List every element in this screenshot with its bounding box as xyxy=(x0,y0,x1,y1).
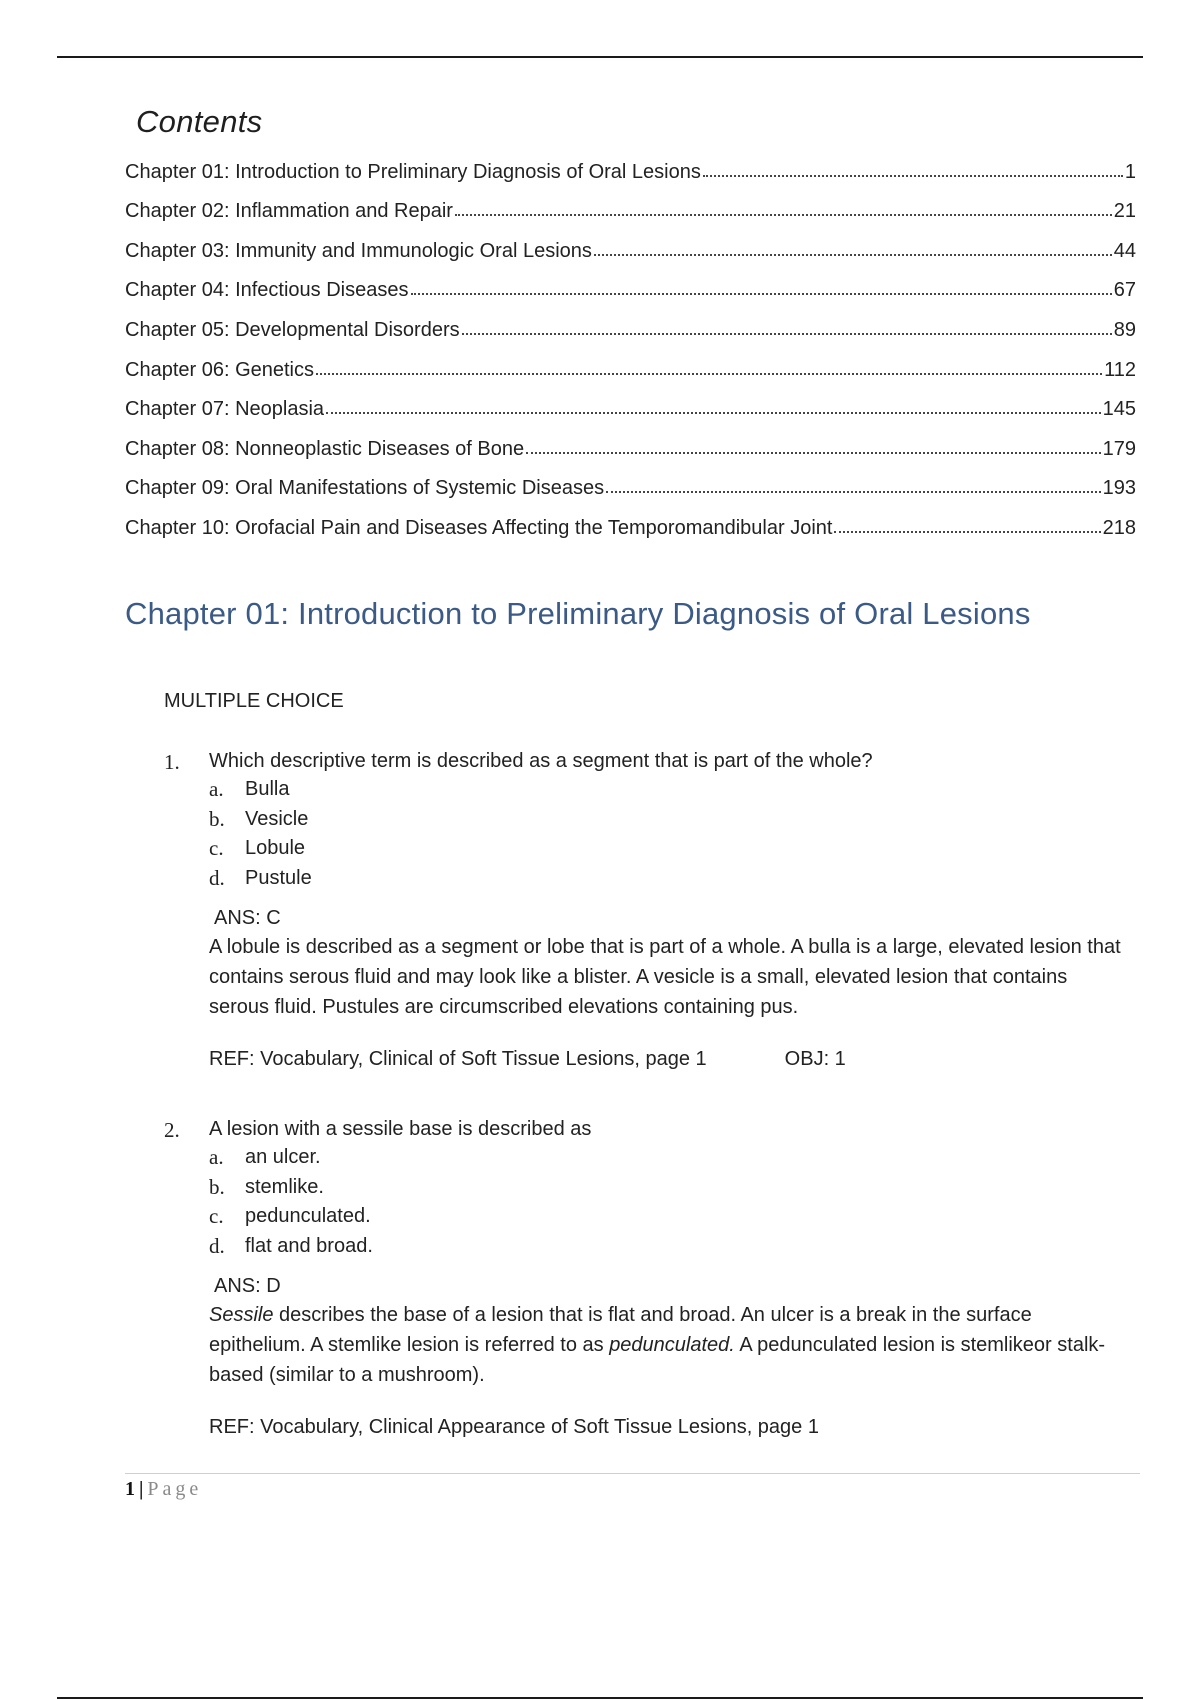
option-d xyxy=(209,864,1129,894)
toc-leader-dots xyxy=(703,175,1123,177)
toc-entry-title: Chapter 07: Neoplasia xyxy=(125,398,325,421)
toc-leader-dots xyxy=(455,214,1112,216)
toc-leader-dots xyxy=(462,333,1112,335)
answer-key: ANS: C xyxy=(214,907,281,929)
toc-entry[interactable] xyxy=(125,223,1136,263)
top-rule xyxy=(57,56,1143,58)
toc-entry[interactable] xyxy=(125,342,1136,382)
reference-line xyxy=(209,1416,1129,1439)
rationale-term: Sessile xyxy=(209,1304,274,1326)
toc-entry[interactable] xyxy=(125,144,1136,184)
option-letter: c. xyxy=(209,836,224,861)
option-text: Lobule xyxy=(245,837,306,860)
answer-key: ANS: D xyxy=(214,1275,281,1297)
rationale-term: pedunculated. xyxy=(609,1334,735,1356)
table-of-contents xyxy=(125,144,1136,540)
toc-leader-dots xyxy=(326,412,1101,414)
toc-entry-page: 44 xyxy=(1113,239,1136,262)
option-text: an ulcer. xyxy=(245,1146,321,1169)
toc-leader-dots xyxy=(526,452,1100,454)
question-2 xyxy=(164,1118,1129,1439)
toc-entry-title: Chapter 06: Genetics xyxy=(125,358,314,381)
toc-entry[interactable] xyxy=(125,500,1136,540)
toc-leader-dots xyxy=(411,293,1112,295)
toc-entry-title: Chapter 04: Infectious Diseases xyxy=(125,279,409,302)
page-footer xyxy=(125,1478,202,1501)
toc-entry[interactable] xyxy=(125,382,1136,422)
option-c xyxy=(209,1202,1129,1232)
toc-entry-title: Chapter 08: Nonneoplastic Diseases of Bone xyxy=(125,437,525,460)
spacer xyxy=(707,1048,785,1071)
reference: REF: Vocabulary, Clinical of Soft Tissue Lesions, page 1 xyxy=(209,1048,707,1070)
toc-entry-title: Chapter 09: Oral Manifestations of Systemic Diseases xyxy=(125,477,605,500)
option-text: pedunculated. xyxy=(245,1205,371,1228)
option-text: Pustule xyxy=(245,866,312,889)
toc-entry-title: Chapter 03: Immunity and Immunologic Oral Lesions xyxy=(125,239,592,262)
toc-entry-title: Chapter 02: Inflammation and Repair xyxy=(125,200,453,223)
option-letter: d. xyxy=(209,865,225,890)
option-d xyxy=(209,1232,1129,1262)
option-letter: d. xyxy=(209,1233,225,1258)
rationale: A lobule is described as a segment or lobe that is part of a whole. A bulla is a large, elevated lesion that contains serous fluid and may look like a blister. A vesicle is a small, elevated lesion that contains serous fluid. Pustules are circumscribed elevations containing pus. xyxy=(209,936,1121,1018)
toc-entry-title: Chapter 05: Developmental Disorders xyxy=(125,318,460,341)
option-a xyxy=(209,775,1129,805)
toc-entry[interactable] xyxy=(125,302,1136,342)
toc-entry[interactable] xyxy=(125,263,1136,303)
question-number: 1. xyxy=(164,750,180,774)
page-label: Page xyxy=(147,1478,203,1500)
toc-leader-dots xyxy=(316,373,1102,375)
question-stem xyxy=(164,750,1129,775)
toc-heading: Contents xyxy=(136,104,263,139)
rationale-text: describes the base of a lesion that is flat and broad. An ulcer is a break in the surface epithelium. A stemlike lesion is referred to as xyxy=(209,1304,1032,1356)
option-b xyxy=(209,805,1129,835)
option-a xyxy=(209,1143,1129,1173)
toc-leader-dots xyxy=(834,531,1100,533)
reference: REF: Vocabulary, Clinical Appearance of Soft Tissue Lesions, page 1 xyxy=(209,1416,819,1438)
option-text: flat and broad. xyxy=(245,1234,373,1257)
toc-entry-page: 67 xyxy=(1113,279,1136,302)
toc-leader-dots xyxy=(594,254,1112,256)
toc-entry-page: 145 xyxy=(1102,398,1136,421)
rationale xyxy=(209,1300,1129,1390)
answer-options xyxy=(209,1143,1129,1261)
question-text: A lesion with a sessile base is described as xyxy=(209,1118,592,1140)
option-text: Vesicle xyxy=(245,807,309,830)
option-letter: c. xyxy=(209,1204,224,1229)
toc-entry-page: 112 xyxy=(1104,358,1136,381)
toc-entry-title: Chapter 01: Introduction to Preliminary Diagnosis of Oral Lesions xyxy=(125,160,701,183)
toc-entry-title: Chapter 10: Orofacial Pain and Diseases Affecting the Temporomandibular Joint xyxy=(125,516,833,539)
option-text: Bulla xyxy=(245,778,290,801)
option-b xyxy=(209,1173,1129,1203)
question-number: 2. xyxy=(164,1118,180,1142)
question-1 xyxy=(164,750,1129,1071)
toc-entry-page: 179 xyxy=(1102,437,1136,460)
toc-entry-page: 193 xyxy=(1102,477,1136,500)
option-letter: b. xyxy=(209,806,225,831)
section-label: MULTIPLE CHOICE xyxy=(164,690,344,712)
toc-entry[interactable] xyxy=(125,461,1136,501)
question-stem xyxy=(164,1118,1129,1143)
answer-options xyxy=(209,775,1129,893)
option-letter: a. xyxy=(209,777,224,802)
chapter-heading: Chapter 01: Introduction to Preliminary Diagnosis of Oral Lesions xyxy=(125,596,1031,631)
toc-entry-page: 89 xyxy=(1113,318,1136,341)
footer-separator: | xyxy=(139,1478,144,1500)
toc-leader-dots xyxy=(606,491,1101,493)
toc-entry-page: 218 xyxy=(1102,516,1136,539)
bottom-rule xyxy=(57,1697,1143,1699)
toc-entry[interactable] xyxy=(125,421,1136,461)
page-number: 1 xyxy=(125,1478,135,1500)
option-letter: a. xyxy=(209,1145,224,1170)
toc-entry[interactable] xyxy=(125,184,1136,224)
reference-line xyxy=(209,1048,1129,1071)
option-text: stemlike. xyxy=(245,1175,324,1198)
rationale-text: A pedunculated lesion is stemlikeor stalk-based (similar to a mushroom). xyxy=(209,1334,1106,1386)
option-c xyxy=(209,834,1129,864)
toc-entry-page: 1 xyxy=(1124,160,1136,183)
objective: OBJ: 1 xyxy=(784,1048,846,1070)
option-letter: b. xyxy=(209,1174,225,1199)
footer-rule xyxy=(125,1473,1140,1474)
question-text: Which descriptive term is described as a segment that is part of the whole? xyxy=(209,750,873,772)
toc-entry-page: 21 xyxy=(1113,200,1136,223)
